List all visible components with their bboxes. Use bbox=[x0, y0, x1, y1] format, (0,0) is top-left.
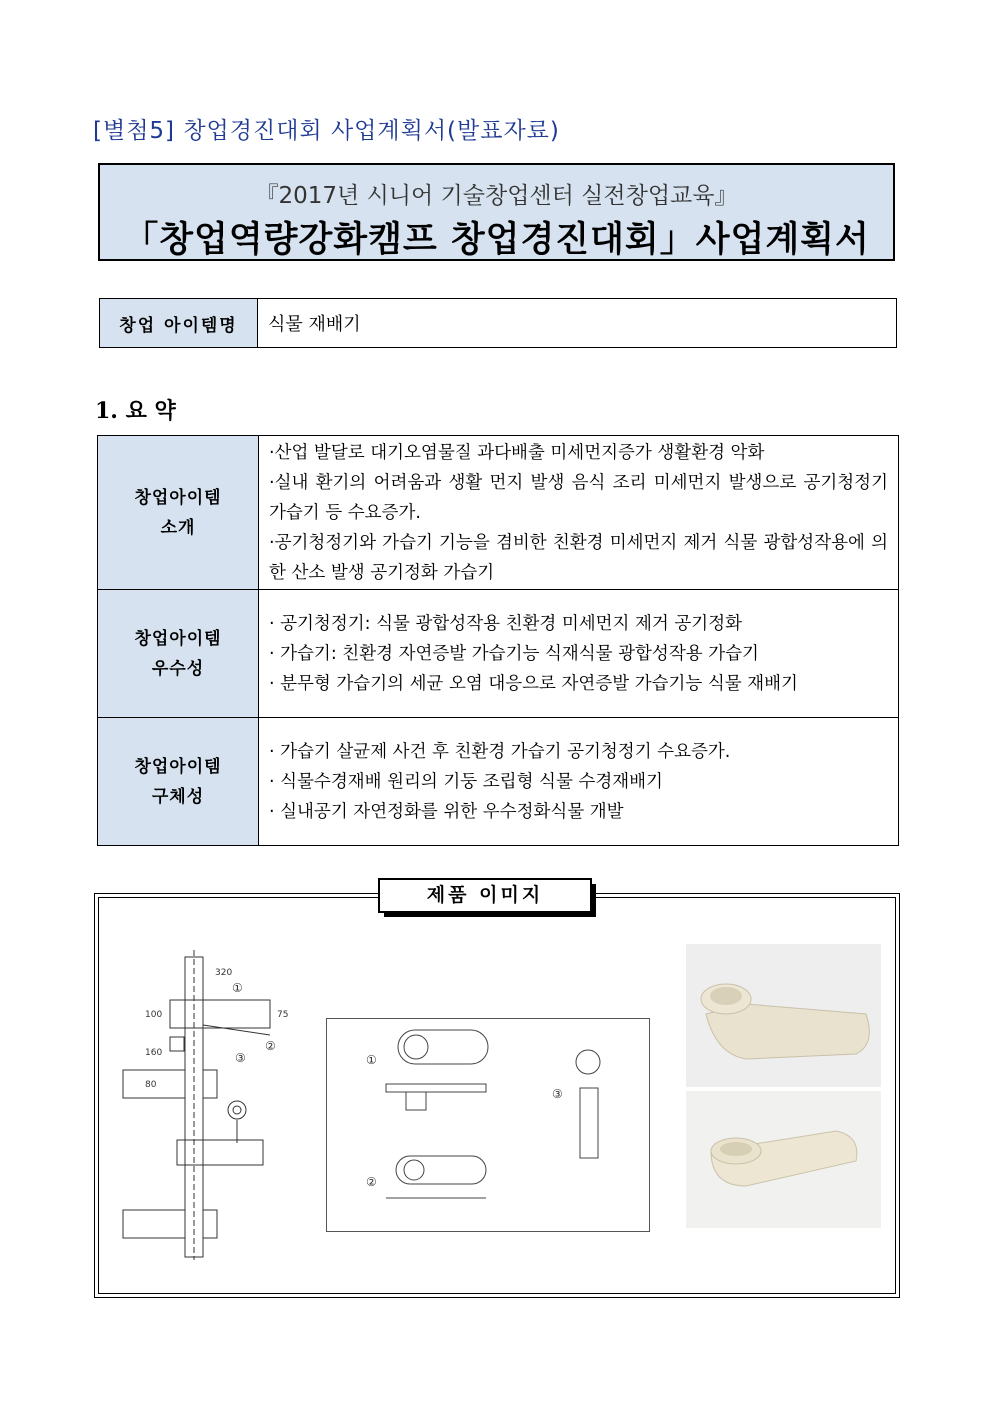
drawing-callout: ② bbox=[265, 1039, 276, 1053]
summary-table bbox=[97, 435, 899, 846]
drawing-callout: ① bbox=[366, 1053, 377, 1067]
summary-label-intro bbox=[98, 436, 259, 590]
summary-line: · 공기청정기: 식물 광합성작용 친환경 미세먼지 제거 공기정화 bbox=[269, 613, 743, 634]
drawing-dim: 80 bbox=[145, 1080, 157, 1090]
drawing-callout: ③ bbox=[235, 1051, 246, 1065]
attachment-label: [별첨5] 창업경진대회 사업계획서(발표자료) bbox=[93, 118, 560, 144]
summary-line: · 가습기 살균제 사건 후 친환경 가습기 공기청정기 수요증가. bbox=[269, 741, 731, 762]
summary-label-line: 소개 bbox=[160, 517, 196, 538]
item-name-table bbox=[99, 298, 897, 348]
drawing-dim: 100 bbox=[145, 1010, 163, 1020]
summary-line: ·실내 환기의 어려움과 생활 먼지 발생 음식 조리 미세먼지 발생으로 공기청정기 가습기 등 수요증가. bbox=[269, 472, 888, 523]
summary-label-line: 우수성 bbox=[151, 658, 205, 679]
item-name-value: 식물 재배기 bbox=[258, 299, 897, 348]
part-drawings bbox=[326, 1018, 650, 1232]
summary-label-concrete bbox=[98, 718, 259, 846]
summary-line: · 식물수경재배 원리의 기둥 조립형 식물 수경재배기 bbox=[269, 771, 663, 792]
summary-value-intro bbox=[259, 436, 899, 590]
product-image-title: 제품 이미지 bbox=[378, 878, 592, 913]
title-main: 「창업역량강화캠프 창업경진대회」사업계획서 bbox=[123, 220, 870, 260]
summary-value-merit bbox=[259, 590, 899, 718]
summary-line: · 실내공기 자연정화를 위한 우수정화식물 개발 bbox=[269, 801, 624, 822]
summary-line: ·공기청정기와 가습기 기능을 겸비한 친환경 미세먼지 제거 식물 광합성작용에 의한 산소 발생 공기정화 가습기 bbox=[269, 532, 888, 583]
drawing-dim: 75 bbox=[277, 1010, 289, 1020]
product-photo-1 bbox=[686, 944, 881, 1087]
drawing-dim: 160 bbox=[145, 1048, 163, 1058]
item-name-label: 창업 아이템명 bbox=[100, 299, 258, 348]
summary-label-merit bbox=[98, 590, 259, 718]
summary-label-line: 구체성 bbox=[151, 786, 205, 807]
drawing-callout: ② bbox=[366, 1175, 377, 1189]
summary-label-line: 창업아이템 bbox=[134, 756, 222, 777]
product-photo-2 bbox=[686, 1091, 881, 1228]
drawing-dim: 320 bbox=[215, 968, 233, 978]
section-heading: 1. 요 약 bbox=[95, 398, 176, 424]
drawing-callout: ③ bbox=[552, 1087, 563, 1101]
assembly-drawing bbox=[115, 945, 305, 1260]
summary-line: · 분무형 가습기의 세균 오염 대응으로 자연증발 가습기능 식물 재배기 bbox=[269, 673, 798, 694]
drawing-callout: ① bbox=[232, 981, 243, 995]
title-box bbox=[98, 163, 895, 261]
summary-line: ·산업 발달로 대기오염물질 과다배출 미세먼지증가 생활환경 악화 bbox=[269, 442, 765, 463]
summary-label-line: 창업아이템 bbox=[134, 628, 222, 649]
summary-value-concrete bbox=[259, 718, 899, 846]
summary-label-line: 창업아이템 bbox=[134, 487, 222, 508]
summary-line: · 가습기: 친환경 자연증발 가습기능 식재식물 광합성작용 가습기 bbox=[269, 643, 759, 664]
title-subtitle: 『2017년 시니어 기술창업센터 실전창업교육』 bbox=[255, 183, 738, 209]
